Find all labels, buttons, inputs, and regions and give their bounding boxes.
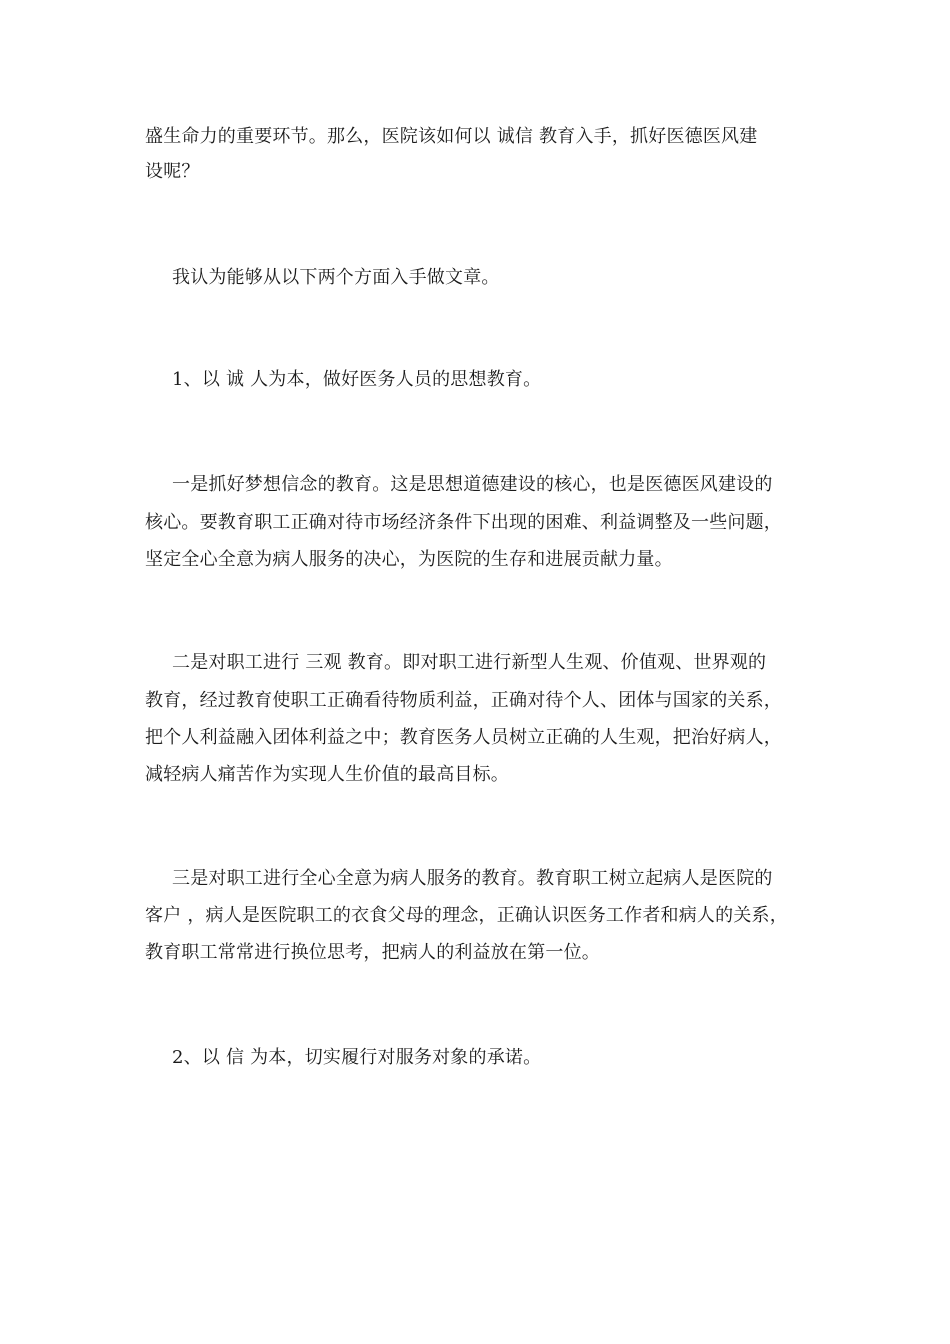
paragraph-line: 把个人利益融入团体利益之中；教育医务人员树立正确的人生观，把治好病人，	[145, 727, 782, 748]
paragraph-line: 教育，经过教育使职工正确看待物质利益，正确对待个人、团体与国家的关系，	[145, 690, 782, 711]
section-heading-1: 1、以 诚 人为本，做好医务人员的思想教育。	[172, 369, 542, 390]
paragraph-line: 三是对职工进行全心全意为病人服务的教育。教育职工树立起病人是医院的	[172, 868, 773, 889]
paragraph-line: 二是对职工进行 三观 教育。即对职工进行新型人生观、价值观、世界观的	[172, 652, 767, 673]
paragraph-line: 我认为能够从以下两个方面入手做文章。	[172, 267, 500, 288]
paragraph-line: 核心。要教育职工正确对待市场经济条件下出现的困难、利益调整及一些问题，	[145, 512, 782, 533]
paragraph-line: 客户 ，病人是医院职工的衣食父母的理念，正确认识医务工作者和病人的关系，	[145, 905, 788, 926]
section-heading-2: 2、以 信 为本，切实履行对服务对象的承诺。	[172, 1047, 542, 1068]
paragraph-line: 一是抓好梦想信念的教育。这是思想道德建设的核心，也是医德医风建设的	[172, 474, 773, 495]
paragraph-line: 设呢？	[145, 161, 200, 182]
paragraph-line: 盛生命力的重要环节。那么，医院该如何以 诚信 教育入手，抓好医德医风建	[145, 126, 758, 147]
paragraph-line: 坚定全心全意为病人服务的决心，为医院的生存和进展贡献力量。	[145, 549, 673, 570]
paragraph-line: 教育职工常常进行换位思考，把病人的利益放在第一位。	[145, 942, 600, 963]
paragraph-line: 减轻病人痛苦作为实现人生价值的最高目标。	[145, 764, 509, 785]
